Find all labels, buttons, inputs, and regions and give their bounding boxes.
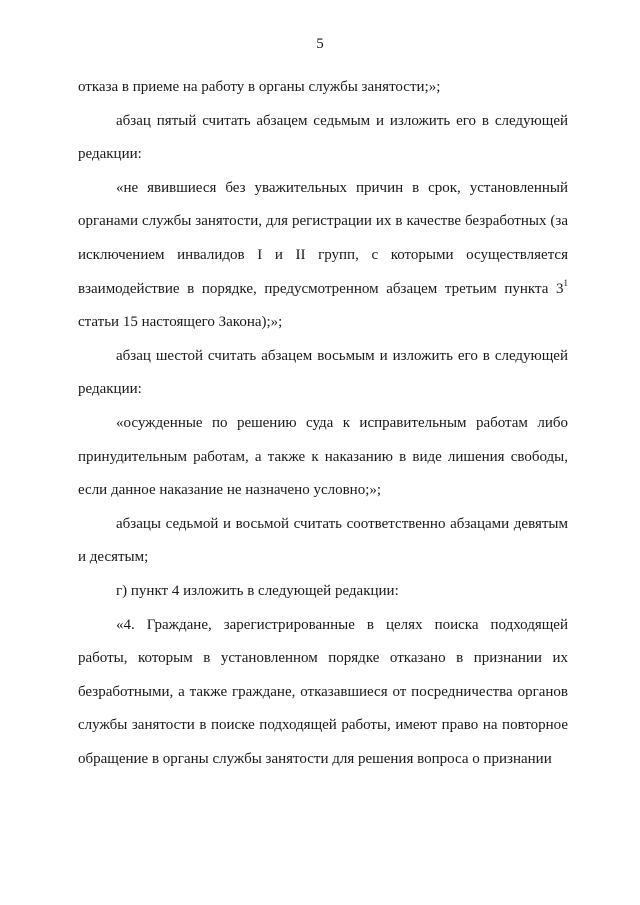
paragraph-quote-no-show	[78, 172, 568, 340]
paragraph-point-4: «4. Граждане, зарегистрированные в целях поиска подходящей работы, которым в установленном порядке отказано в признании их безработными, а также граждане, отказавшиеся от посредничества органов службы занятости в поиске подходящей работы, имеют право на повторное обращение в органы службы занятости для решения вопроса о признании	[78, 616, 568, 767]
superscript-index: 1	[563, 277, 568, 288]
page-number: 5	[316, 36, 324, 52]
paragraph-amendment-6: абзац шестой считать абзацем восьмым и изложить его в следующей редакции:	[78, 347, 568, 398]
paragraph-renumber: абзацы седьмой и восьмой считать соответственно абзацами девятым и десятым;	[78, 515, 568, 566]
paragraph-continuation: отказа в приеме на работу в органы службы занятости;»;	[78, 79, 441, 95]
paragraph-quote-convicted: «осужденные по решению суда к исправительным работам либо принудительным работам, а также к наказанию в виде лишения свободы, если данное наказание не назначено условно;»;	[78, 414, 568, 499]
quote-no-show-text: «не явившиеся без уважительных причин в срок, установленный органами службы занятости, для регистрации их в качестве безработных (за исключением инвалидов I и II групп, с которыми осуществляется взаимодействие в порядке, предусмотренном абзацем третьим пункта 3	[78, 179, 568, 297]
document-body	[78, 71, 568, 776]
paragraph-item-g: г) пункт 4 изложить в следующей редакции:	[116, 582, 399, 599]
quote-no-show-tail: статьи 15 настоящего Закона);»;	[78, 314, 283, 331]
paragraph-amendment-5: абзац пятый считать абзацем седьмым и изложить его в следующей редакции:	[78, 112, 568, 163]
